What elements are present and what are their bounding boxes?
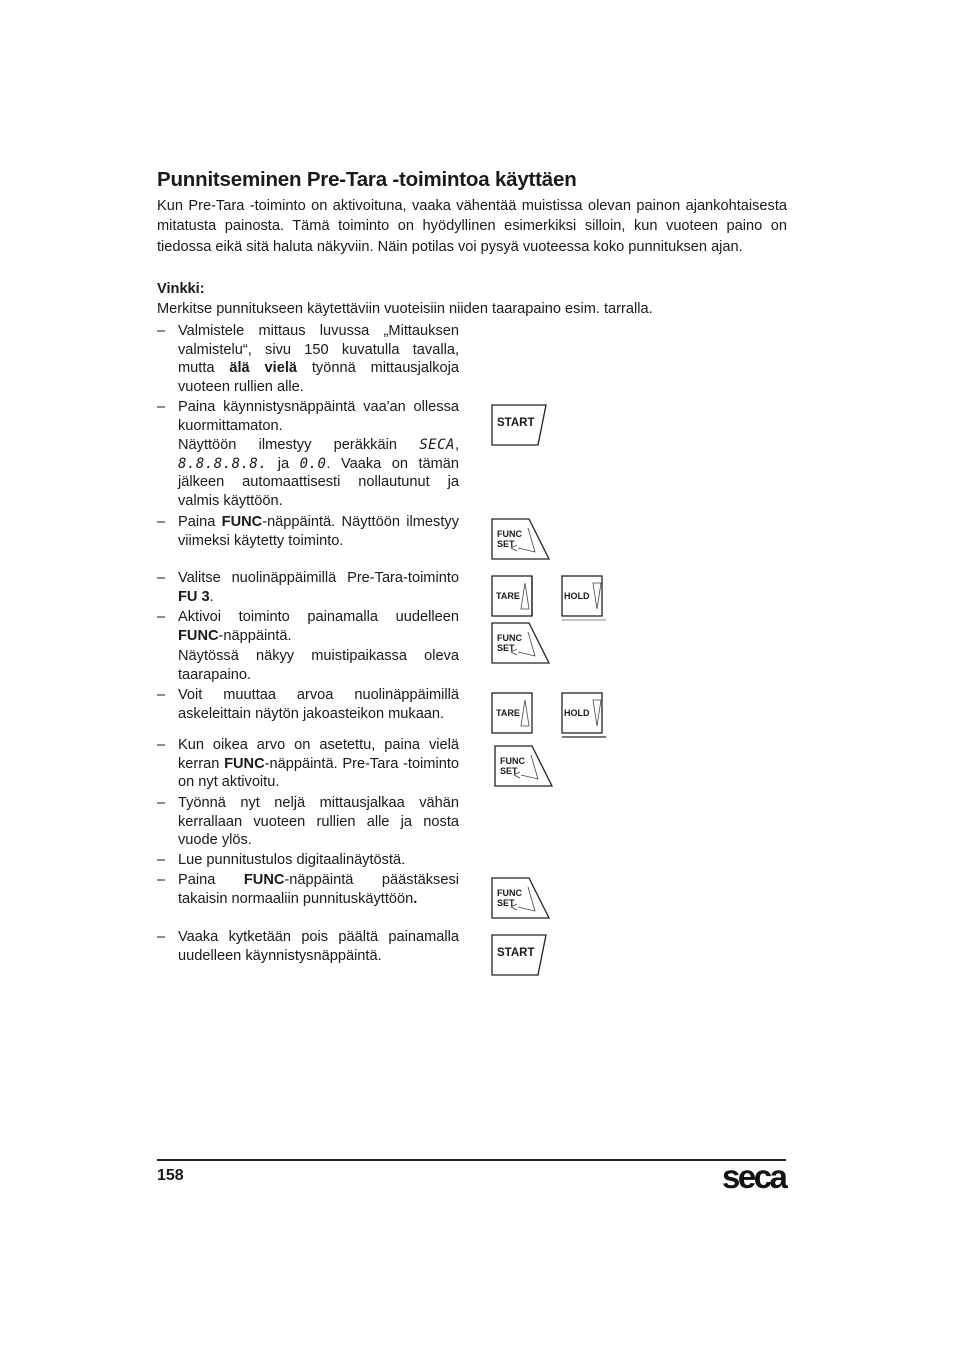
step-7: – Kun oikea arvo on asetettu, paina vielä kerran FUNC-näppäintä. Pre-Tara -toiminto on nyt aktivoitu. xyxy=(157,737,459,791)
func-set-key-icon: FUNC SET xyxy=(491,877,551,919)
bullet-dash: – xyxy=(157,737,166,753)
bullet-dash: – xyxy=(157,514,166,530)
seca-logo xyxy=(722,1160,788,1197)
seca-logo-text: seca xyxy=(722,1160,786,1192)
hold-down-arrow-key-icon: HOLD xyxy=(561,692,607,740)
tare-up-arrow-key-icon: TARE xyxy=(491,692,535,736)
step-8: – Työnnä nyt neljä mittausjalkaa vähän kerrallaan vuoteen rullien alle ja nosta vuode ylös. xyxy=(157,795,459,849)
tip-text: Merkitse punnitukseen käytettäviin vuoteisiin niiden taarapaino esim. tarralla. xyxy=(157,301,653,317)
intro-paragraph: Kun Pre-Tara -toiminto on aktivoituna, vaaka vähentää muistissa olevan painon ajankohtaisesta mitatusta painosta. Tämä toiminto on hyödyllinen esimerkiksi silloin, kun vuoteen paino on tiedossa eikä sitä haluta näkyviin. Näin potilas voi pysyä vuoteessa koko punnituksen ajan. xyxy=(157,198,787,255)
step-9: – Lue punnitustulos digitaalinäytöstä. xyxy=(157,852,406,868)
start-key-icon: START xyxy=(491,934,547,976)
page-number: 158 xyxy=(157,1167,184,1184)
func-set-key-icon: FUNC SET xyxy=(491,622,551,664)
step-5: – Aktivoi toiminto painamalla uudelleen FUNC-näppäintä. Näytössä näkyy muistipaikassa oleva taarapaino. xyxy=(157,609,459,683)
lcd-seca-readout: SECA xyxy=(419,437,455,454)
bullet-dash: – xyxy=(157,795,166,811)
lcd-test-readout: 8.8.8.8.8. xyxy=(178,455,268,472)
step-10: – Paina FUNC-näppäintä päästäksesi takaisin normaaliin punnituskäyttöön. xyxy=(157,872,459,907)
step-11: – Vaaka kytketään pois päältä painamalla uudelleen käynnistysnäppäintä. xyxy=(157,929,459,964)
step-6: – Voit muuttaa arvoa nuolinäppäimillä askeleittain näytön jakoasteikon mukaan. xyxy=(157,687,459,722)
tare-up-arrow-key-icon: TARE xyxy=(491,575,535,619)
lcd-zero-readout: 0.0 xyxy=(299,455,327,472)
page-title: Punnitseminen Pre-Tara -toimintoa käyttäen xyxy=(157,168,577,191)
bullet-dash: – xyxy=(157,872,166,888)
footer-divider xyxy=(157,1159,786,1161)
bullet-dash: – xyxy=(157,852,166,868)
bullet-dash: – xyxy=(157,609,166,625)
step-1: – Valmistele mittaus luvussa „Mittauksen valmistelu“, sivu 150 kuvatulla tavalla, mutta älä vielä työnnä mittausjalkoja vuoteen rullien alle. xyxy=(157,323,459,395)
bullet-dash: – xyxy=(157,323,166,339)
bullet-dash: – xyxy=(157,687,166,703)
tip-label: Vinkki: xyxy=(157,281,205,297)
bullet-dash: – xyxy=(157,570,166,586)
func-set-key-icon: FUNC SET xyxy=(494,745,554,787)
bullet-dash: – xyxy=(157,399,166,415)
step-3: – Paina FUNC-näppäintä. Näyttöön ilmestyy viimeksi käytetty toiminto. xyxy=(157,514,459,549)
bullet-dash: – xyxy=(157,929,166,945)
func-set-key-icon: FUNC SET xyxy=(491,518,551,560)
step-2: – Paina käynnistysnäppäintä vaa'an ollessa kuormittamaton. Näyttöön ilmestyy peräkkäin SECA, 8.8.8.8.8. ja 0.0. Vaaka on tämän jälkeen automaattisesti nollautunut ja valmis käyttöön. xyxy=(157,399,460,509)
start-key-icon: START xyxy=(491,404,547,446)
hold-down-arrow-key-icon: HOLD xyxy=(561,575,607,623)
step-4: – Valitse nuolinäppäimillä Pre-Tara-toiminto FU 3. xyxy=(157,570,459,605)
